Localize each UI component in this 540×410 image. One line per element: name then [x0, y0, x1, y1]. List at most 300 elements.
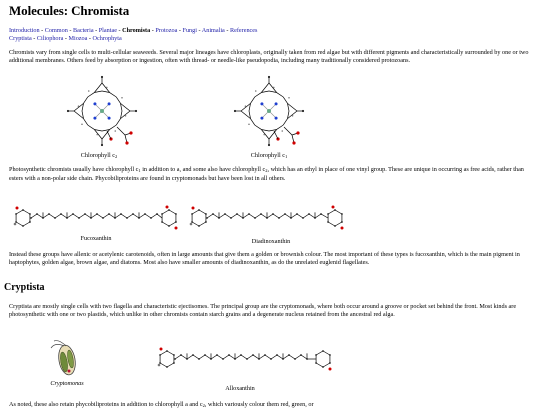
atom — [159, 362, 161, 364]
atom — [292, 115, 294, 117]
atom — [166, 366, 168, 368]
atom — [67, 110, 69, 112]
atom — [101, 144, 103, 146]
atom — [180, 354, 182, 356]
bond — [107, 131, 111, 139]
nav-link-animalia[interactable]: Animalia — [201, 27, 225, 34]
atom — [306, 353, 308, 355]
atom — [206, 217, 208, 219]
bond — [67, 214, 73, 218]
atom — [108, 213, 110, 215]
atom — [78, 217, 80, 219]
bond — [199, 210, 206, 214]
bond — [23, 222, 30, 226]
section-heading-cryptista: Cryptista — [4, 282, 45, 293]
bond — [316, 363, 323, 367]
bond — [284, 127, 292, 135]
bond — [251, 119, 255, 125]
atom — [81, 123, 83, 125]
atom — [168, 225, 170, 227]
atom — [159, 354, 161, 356]
bond — [121, 214, 127, 218]
atom — [264, 354, 266, 356]
atom — [270, 358, 272, 360]
atom — [42, 217, 44, 219]
atom — [210, 353, 212, 355]
bond — [323, 351, 330, 355]
atom — [341, 227, 344, 230]
bond — [115, 214, 121, 218]
bond — [193, 355, 199, 359]
atom — [166, 206, 169, 209]
bond — [169, 222, 176, 226]
atom — [96, 134, 98, 136]
bond — [217, 355, 223, 359]
atom — [161, 213, 163, 215]
bond — [241, 355, 247, 359]
bond — [31, 214, 37, 218]
atom — [36, 213, 38, 215]
nav-row-1: Introduction - Common - Bacteria - Plantae - Chromista - Protozoa - Fungi - Animalia - References — [9, 27, 258, 34]
atom — [273, 87, 275, 89]
atom — [288, 354, 290, 356]
bond — [103, 214, 109, 218]
cryptomonas-illustration — [47, 338, 87, 380]
nav-link-bacteria[interactable]: Bacteria — [72, 27, 94, 34]
atom — [96, 213, 98, 215]
bond — [139, 214, 145, 218]
bond — [187, 355, 193, 359]
bond — [73, 214, 79, 218]
bond — [283, 355, 289, 359]
atom — [120, 213, 122, 215]
fucoxanthin-caption: Fucoxanthin — [80, 235, 112, 242]
bond — [116, 97, 120, 103]
atom — [48, 213, 50, 215]
chlorophyll-c1-structure — [234, 77, 304, 149]
bond — [283, 119, 287, 125]
atom — [16, 207, 19, 210]
atom — [272, 213, 274, 215]
bond — [133, 214, 139, 218]
atom — [114, 212, 116, 214]
atom — [228, 354, 230, 356]
bond — [160, 351, 167, 355]
intro-paragraph: Chromists vary from single cells to multi-cellular seaweeds. Several major lineages have chloroplasts, originally taken from red algae but with different pigments and characteristically surrounded by one or two additional membranes. Others feed by absorption or ingestion, often with thread- or needle-like pseudopodia, including many traditionally considered protozoans. — [9, 49, 529, 64]
bond — [55, 214, 61, 218]
bond — [207, 214, 213, 218]
atom — [266, 212, 268, 214]
atom — [160, 348, 163, 351]
diadinoxanthin-structure — [187, 198, 347, 234]
bond — [251, 97, 255, 103]
bond — [237, 214, 243, 218]
atom — [72, 213, 74, 215]
bond — [274, 131, 278, 139]
bond — [295, 355, 301, 359]
atom — [258, 353, 260, 355]
atom — [22, 225, 24, 227]
atom — [290, 217, 292, 219]
atom — [90, 217, 92, 219]
bond — [273, 214, 279, 218]
atom — [108, 102, 111, 105]
bond — [43, 214, 49, 218]
atom — [329, 354, 331, 356]
bond — [181, 355, 187, 359]
bond — [145, 214, 151, 218]
atom — [322, 366, 324, 368]
bond — [249, 214, 255, 218]
nav-link-fungi[interactable]: Fungi — [182, 27, 197, 34]
atom — [341, 213, 343, 215]
atom — [300, 354, 302, 356]
bond — [289, 355, 295, 359]
alloxanthin-caption: Alloxanthin — [225, 385, 255, 392]
bond — [315, 214, 321, 218]
atom — [315, 354, 317, 356]
bond — [229, 355, 235, 359]
atom — [102, 217, 104, 219]
atom — [252, 354, 254, 356]
atom — [327, 221, 329, 223]
atom — [66, 212, 68, 214]
bond — [271, 355, 277, 359]
diadinoxanthin-caption: Diadinoxanthin — [251, 238, 291, 245]
atom — [168, 209, 170, 211]
atom — [282, 358, 284, 360]
atom — [66, 217, 68, 219]
atom — [190, 223, 193, 226]
atom — [132, 213, 134, 215]
atom — [267, 109, 271, 113]
bond — [335, 222, 342, 226]
atom — [138, 217, 140, 219]
atom — [175, 213, 177, 215]
bond — [85, 214, 91, 218]
bond — [84, 119, 88, 125]
atom — [191, 221, 193, 223]
atom — [276, 354, 278, 356]
atom — [106, 87, 108, 89]
bond — [297, 214, 303, 218]
bond — [213, 214, 219, 218]
chlorophyll-c2-caption: Chlorophyll $c_2$ — [80, 152, 118, 159]
atom — [314, 217, 316, 219]
bond — [255, 93, 261, 97]
atom — [288, 97, 290, 99]
atom — [210, 358, 212, 360]
atom — [129, 131, 132, 134]
nav-link-references[interactable]: References — [229, 27, 258, 34]
bond — [261, 214, 267, 218]
atom — [290, 212, 292, 214]
atom — [101, 76, 103, 78]
page-title: Molecules: Chromista — [9, 3, 130, 18]
atom — [125, 141, 128, 144]
bond — [88, 93, 94, 97]
bond — [277, 355, 283, 359]
atom — [15, 213, 17, 215]
bond — [109, 214, 115, 218]
atom — [218, 217, 220, 219]
chlorophyll-c2-structure — [67, 77, 137, 149]
atom — [218, 212, 220, 214]
atom — [302, 110, 304, 112]
bond — [151, 214, 157, 218]
atom — [191, 213, 193, 215]
atom — [284, 213, 286, 215]
atom — [90, 212, 92, 214]
atom — [322, 350, 324, 352]
bond — [88, 125, 94, 129]
bond — [303, 214, 309, 218]
atom — [121, 97, 123, 99]
bond — [16, 222, 23, 226]
bond — [160, 363, 167, 367]
bond — [110, 93, 116, 97]
atom — [161, 221, 163, 223]
atom — [296, 213, 298, 215]
bond — [285, 214, 291, 218]
atom — [29, 213, 31, 215]
atom — [294, 358, 296, 360]
atom — [281, 130, 283, 132]
bond — [192, 222, 199, 226]
bond — [97, 214, 103, 218]
atom — [15, 221, 17, 223]
atom — [315, 362, 317, 364]
phycobilin-paragraph: As noted, these also retain phycobiliproteins in addition to chlorophyll a and $c_2$, which variously colour them red, green, or — [9, 401, 314, 408]
atom — [268, 144, 270, 146]
bond — [61, 214, 67, 218]
atom — [108, 117, 111, 120]
atom — [275, 102, 278, 105]
atom — [302, 217, 304, 219]
photosynthetic-paragraph: Photosynthetic chromists usually have chlorophyll $c_1$ in addition to a, and some also have chlorophyll $c_2$, which has an ethyl in place of one vinyl group. These are unique in occurring as free acids, rather than esters with a non-polar side chain. Phycobiliproteins are found in cryptomonads but have been lost in all others. — [9, 166, 524, 182]
bond — [84, 97, 88, 103]
atom — [114, 130, 116, 132]
atom — [135, 110, 137, 112]
bond — [259, 355, 265, 359]
bond — [335, 210, 342, 214]
nav-link-introduction[interactable]: Introduction — [9, 27, 40, 34]
bond — [157, 214, 162, 218]
atom — [158, 364, 161, 367]
atom — [144, 213, 146, 215]
bond — [283, 97, 287, 103]
atom — [198, 209, 200, 211]
atom — [260, 102, 263, 105]
bond — [255, 125, 261, 129]
bond — [267, 214, 273, 218]
nav-link-ciliophora[interactable]: Ciliophora — [36, 34, 64, 42]
atom — [93, 117, 96, 120]
atom — [216, 354, 218, 356]
bond — [16, 210, 23, 214]
atom — [54, 217, 56, 219]
bond — [328, 222, 335, 226]
chlorophyll-c1-caption: Chlorophyll $c_1$ — [250, 152, 288, 159]
atom — [174, 358, 176, 360]
atom — [329, 368, 332, 371]
bond — [219, 214, 225, 218]
atom — [332, 206, 335, 209]
atom — [234, 110, 236, 112]
atom — [192, 207, 195, 210]
nav-link-cryptista[interactable]: Cryptista — [9, 34, 32, 42]
bond — [117, 127, 125, 135]
bond — [235, 355, 241, 359]
atom — [186, 353, 188, 355]
atom — [248, 123, 250, 125]
atom — [224, 213, 226, 215]
atom — [126, 217, 128, 219]
atom — [198, 225, 200, 227]
atom — [230, 217, 232, 219]
bond — [91, 214, 97, 218]
bond — [255, 214, 261, 218]
fucoxanthin-structure — [11, 200, 181, 232]
bond — [110, 125, 116, 129]
atom — [240, 354, 242, 356]
atom — [308, 213, 310, 215]
atom — [236, 213, 238, 215]
atom — [255, 90, 257, 92]
atom — [173, 354, 175, 356]
atom — [314, 212, 316, 214]
atom — [175, 227, 178, 230]
bond — [247, 355, 253, 359]
bond — [37, 214, 43, 218]
atom — [192, 354, 194, 356]
atom — [266, 217, 268, 219]
atom — [14, 223, 17, 226]
atom — [30, 217, 32, 219]
bond — [79, 214, 85, 218]
atom — [246, 358, 248, 360]
atom — [268, 76, 270, 78]
atom — [42, 212, 44, 214]
bond — [116, 119, 120, 125]
atom — [93, 102, 96, 105]
bond — [205, 355, 211, 359]
bond — [169, 210, 176, 214]
atom — [242, 212, 244, 214]
atom — [334, 209, 336, 211]
atom — [260, 213, 262, 215]
atom — [125, 115, 127, 117]
atom — [60, 213, 62, 215]
atom — [186, 358, 188, 360]
alloxanthin-structure — [155, 337, 335, 377]
atom — [245, 105, 247, 107]
bond — [277, 93, 283, 97]
nav-bar — [9, 27, 257, 42]
atom — [234, 353, 236, 355]
bond — [162, 222, 169, 226]
nav-link-chromista: Chromista — [122, 27, 151, 34]
atom — [78, 105, 80, 107]
bond — [127, 214, 133, 218]
bond — [192, 210, 199, 214]
atom — [222, 358, 224, 360]
atom — [296, 131, 299, 134]
bond — [328, 210, 335, 214]
carotenoid-paragraph: Instead these groups have allenic or acetylenic carotenoids, often in large amounts that give them a golden or brownish colour. The most important of these types is fucoxanthin, which is the main pigment in haptophytes, golden algae, brown algae, and diatoms. Most also have smaller amounts of diadinoxanthin, as do the unrelated euglenid flagellates. — [9, 251, 520, 266]
atom — [327, 213, 329, 215]
bond — [253, 355, 259, 359]
cryptista-paragraph: Cryptista are mostly single cells with two flagella and characteristic ejectisomes. The principal group are the cryptomonads, where both occur around a groove or pocket set behind the front. Most kinds are photosynthetic with one or two plastids, which unlike in other chromists contain starch grains and a degenerate nucleus retained from the ancestral red alga. — [9, 303, 517, 318]
bond — [225, 214, 231, 218]
atom — [248, 213, 250, 215]
atom — [242, 217, 244, 219]
bond — [162, 210, 169, 214]
atom — [150, 217, 152, 219]
nav-link-ochrophyta[interactable]: Ochrophyta — [92, 34, 122, 42]
atom — [22, 209, 24, 211]
atom — [254, 217, 256, 219]
bond — [301, 355, 307, 359]
bond — [316, 351, 323, 355]
bond — [223, 355, 229, 359]
bond — [199, 355, 205, 359]
bond — [243, 214, 249, 218]
atom — [204, 354, 206, 356]
atom — [205, 213, 207, 215]
atom — [234, 358, 236, 360]
atom — [282, 353, 284, 355]
bond — [309, 214, 315, 218]
atom — [100, 109, 104, 113]
bond — [321, 214, 328, 218]
atom — [258, 358, 260, 360]
atom — [212, 213, 214, 215]
bond — [167, 351, 174, 355]
bond — [49, 214, 55, 218]
atom — [292, 141, 295, 144]
bond — [265, 355, 271, 359]
bond — [211, 355, 217, 359]
atom — [166, 350, 168, 352]
bond — [231, 214, 237, 218]
cryptomonas-caption: Cryptomonas — [50, 380, 84, 387]
atom — [260, 117, 263, 120]
atom — [84, 213, 86, 215]
atom — [334, 225, 336, 227]
atom — [114, 217, 116, 219]
bond — [199, 222, 206, 226]
bond — [323, 363, 330, 367]
bond — [175, 355, 181, 359]
atom — [198, 358, 200, 360]
bond — [167, 363, 174, 367]
bond — [279, 214, 285, 218]
nav-link-miozoa[interactable]: Miozoa — [68, 34, 88, 42]
nav-row-2: Cryptista - Ciliophora - Miozoa - Ochrophyta — [9, 34, 122, 42]
atom — [263, 134, 265, 136]
bond — [291, 214, 297, 218]
atom — [138, 212, 140, 214]
bond — [277, 125, 283, 129]
bond — [23, 210, 30, 214]
atom — [275, 117, 278, 120]
nav-link-plantae[interactable]: Plantae — [98, 27, 117, 34]
atom — [278, 217, 280, 219]
atom — [88, 90, 90, 92]
nav-link-common[interactable]: Common — [44, 27, 68, 34]
nav-link-protozoa[interactable]: Protozoa — [155, 27, 178, 34]
